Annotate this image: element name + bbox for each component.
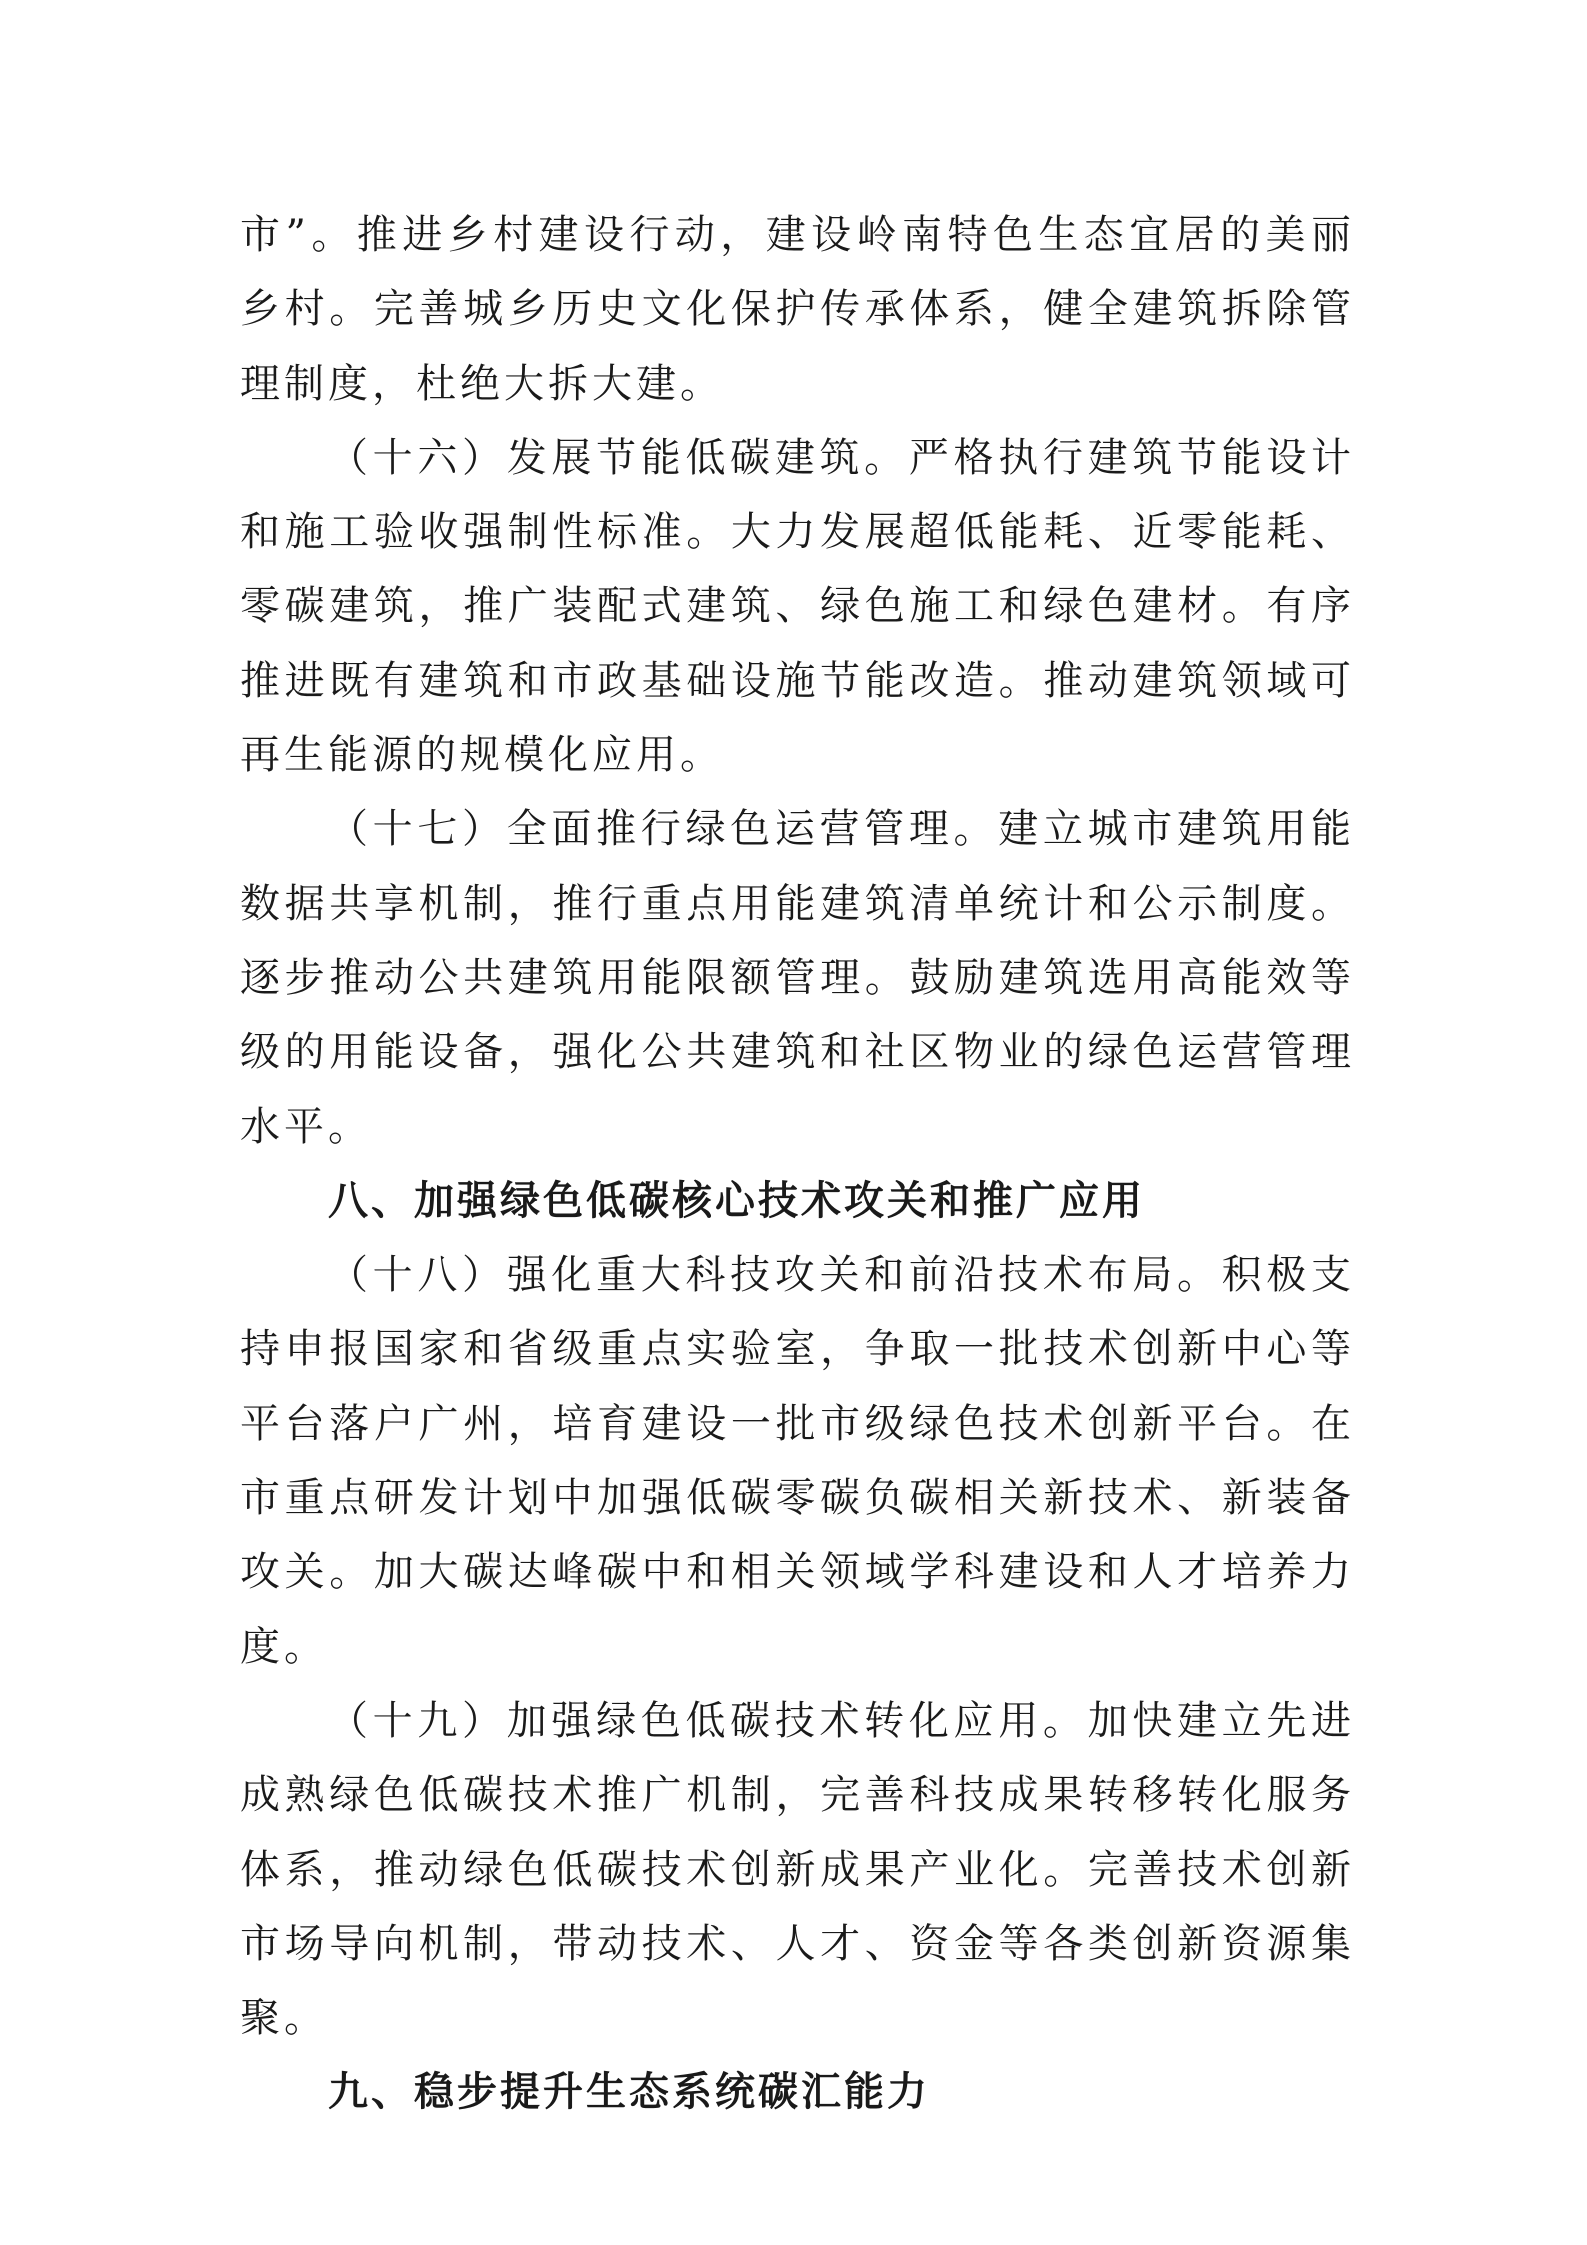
paragraph-tech-research: （十八）强化重大科技攻关和前沿技术布局。积极支持申报国家和省级重点实验室，争取一批技术创新中心等平台落户广州，培育建设一批市级绿色技术创新平台。在市重点研发计划中加强低碳零碳负碳相关新技术、新装备攻关。加大碳达峰碳中和相关领域学科建设和人才培养力度。 <box>240 1252 1355 1670</box>
paragraph-energy-saving-buildings: （十六）发展节能低碳建筑。严格执行建筑节能设计和施工验收强制性标准。大力发展超低能耗、近零能耗、零碳建筑，推广装配式建筑、绿色施工和绿色建材。有序推进既有建筑和市政基础设施节能改造。推动建筑领域可再生能源的规模化应用。 <box>240 434 1355 779</box>
section-heading-8: 八、加强绿色低碳核心技术攻关和推广应用 <box>328 1177 1145 1224</box>
document-body <box>240 198 1355 2130</box>
paragraph-tech-transfer: （十九）加强绿色低碳技术转化应用。加快建立先进成熟绿色低碳技术推广机制，完善科技成果转移转化服务体系，推动绿色低碳技术创新成果产业化。完善技术创新市场导向机制，带动技术、人才、资金等各类创新资源集聚。 <box>240 1697 1355 2042</box>
section-heading-9: 九、稳步提升生态系统碳汇能力 <box>328 2069 930 2116</box>
paragraph-continuation: 市”。推进乡村建设行动，建设岭南特色生态宜居的美丽乡村。完善城乡历史文化保护传承体系，健全建筑拆除管理制度，杜绝大拆大建。 <box>240 212 1355 407</box>
paragraph-green-operation: （十七）全面推行绿色运营管理。建立城市建筑用能数据共享机制，推行重点用能建筑清单统计和公示制度。逐步推动公共建筑用能限额管理。鼓励建筑选用高能效等级的用能设备，强化公共建筑和社区物业的绿色运营管理水平。 <box>240 806 1355 1150</box>
